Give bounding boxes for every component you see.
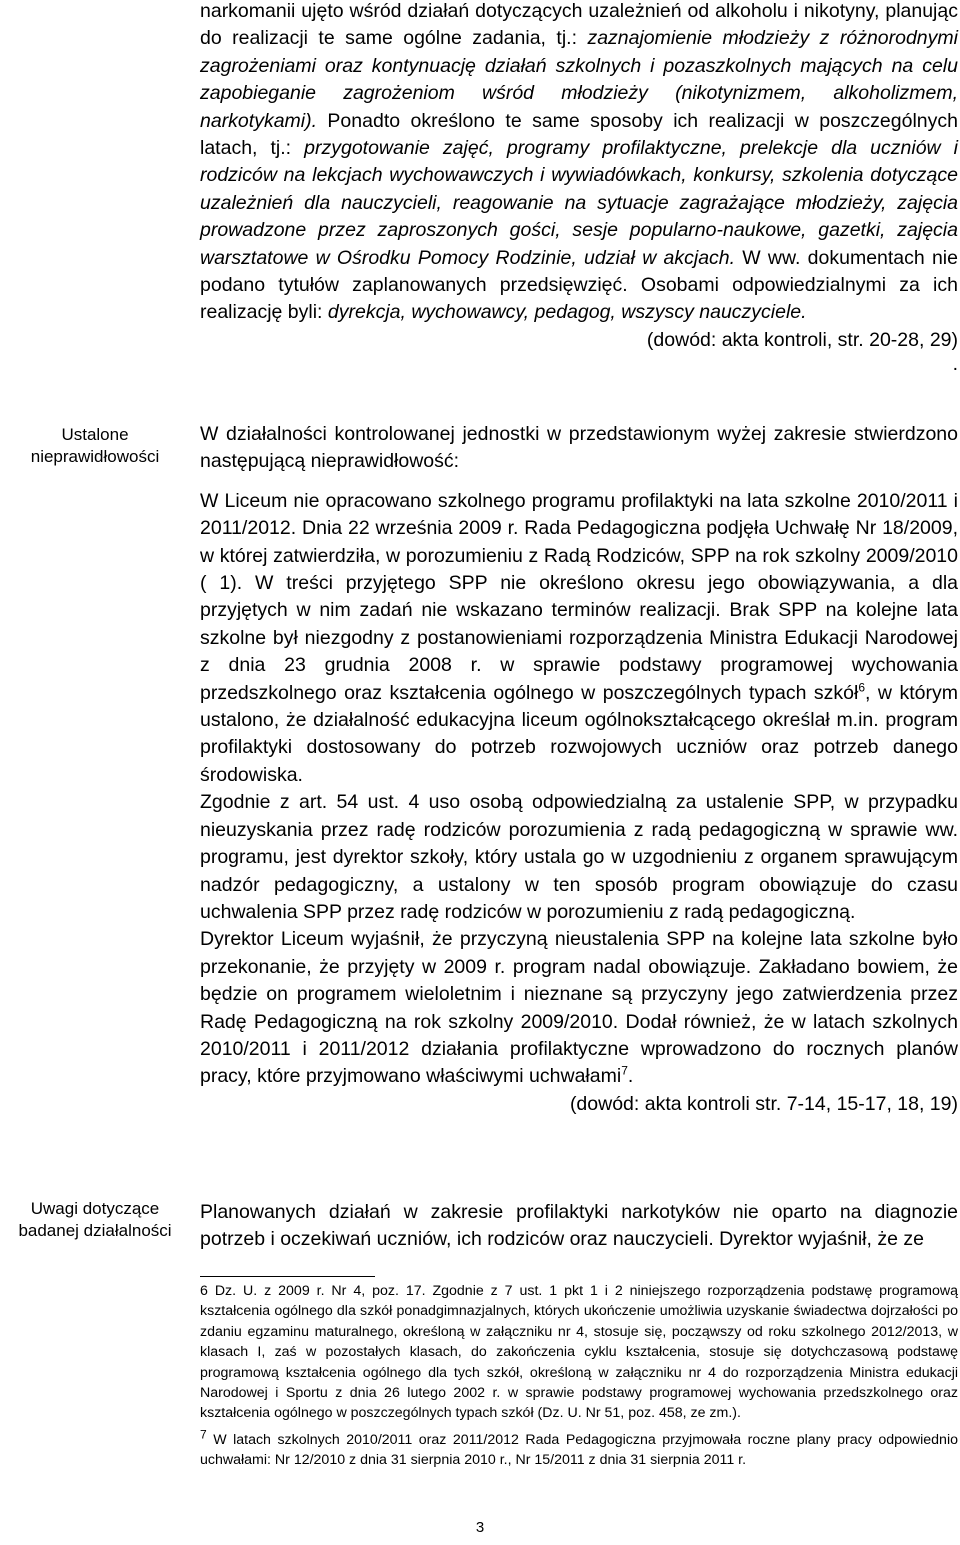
- footnote-separator: [200, 1276, 375, 1277]
- top-line3-italic: dyrekcja, wychowawcy, pedagog, wszyscy nauczyciele.: [327, 301, 807, 324]
- top-line2-italic: przygotowanie zajęć, programy profilaktyczne, prelekcje dla uczniów i rodziców na lekcjach wychowawczych i wywiadówkach, konkursy, szkolenia dotyczące uzależnień dla nauczycieli, reagowanie na sytuacje zagrażające młodzieży, zajęcia prowadzone przez zaproszonych gości, sesje popularno-naukowe, gazetki, zajęcia warsztatowe w Ośrodku Pomocy Rodzinie, udział w akcjach.: [200, 137, 958, 269]
- top-continuation-text: [200, 0, 958, 374]
- irregularities-body: [200, 421, 958, 1118]
- irregularities-para3: Dyrektor Liceum wyjaśnił, że przyczyną nieustalenia SPP na kolejne lata szkolne było przekonanie, że przyjęty w 2009 r. program nadal obowiązuje. Zakładano bowiem, że będzie on programem wieloletnim i nieznane są przyczyny jego zatwierdzenia przez Radę Pedagogiczną na rok szkolny 2009/2010. Dodał również, że w latach szkolnych 2010/2011 i 2011/2012 działania profilaktyczne wprowadzono do rocznych planów pracy, które przyjmowano właściwymi uchwałami$^7$.: [200, 928, 958, 1088]
- footnote-ref-7: 7: [621, 1063, 628, 1078]
- top-line1-italic: zaznajomienie młodzieży z różnorodnymi zagrożeniami oraz kontynuację działań szkolnych i pozaszkolnych mających na celu zapobieganie zagrożeniom wśród młodzieży (nikotynizmem, alkoholizmem, narkotykami).: [200, 27, 958, 132]
- page-number: 3: [475, 1519, 485, 1536]
- irregularities-para1: W Liceum nie opracowano szkolnego programu profilaktyki na lata szkolne 2010/2011 i 2011/2012. Dnia 22 września 2009 r. Rada Pedagogiczna podjęła Uchwałę Nr 18/2009, w której zatwierdziła, w porozumieniu z Radą Rodziców, SPP na rok szkolny 2009/2010 ( 1). W treści przyjętego SPP nie określono okresu jego obowiązywania, a dla przyjętych w nim zadań nie wskazano terminów realizacji. Brak SPP na kolejne lata szkolne był niezgodny z postanowieniami rozporządzenia Ministra Edukacji Narodowej z dnia 23 grudnia 2008 r. w sprawie podstawy programowej wychowania przedszkolnego oraz kształcenia ogólnego w poszczególnych typach szkół$^6$, w którym ustalono, że działalność edukacyjna liceum ogólnokształcącego określał m.in. program profilaktyki dostosowany do potrzeb rozwojowych uczniów oraz potrzeb danego środowiska.: [200, 489, 958, 786]
- footnote-7: $^7$ W latach szkolnych 2010/2011 oraz 2011/2012 Rada Pedagogiczna przyjmowała roczne plany pracy odpowiednio uchwałami: Nr 12/2010 z dnia 31 sierpnia 2010 r., Nr 15/2011 z dnia 31 sierpnia 2011 r.: [200, 1427, 958, 1469]
- irregularities-intro: W działalności kontrolowanej jednostki w przedstawionym wyżej zakresie stwierdzono następującą nieprawidłowość:: [200, 423, 958, 473]
- top-line2: Ponadto określono te same sposoby ich realizacji w poszczególnych latach, tj.:: [200, 109, 958, 160]
- top-line1: narkomanii ujęto wśród działań dotyczących uzależnień od alkoholu i nikotyny, planując do realizacji te same ogólne zadania, tj.:: [200, 0, 958, 50]
- remarks-body: [200, 1199, 958, 1254]
- footnote-7-number: 7: [200, 1427, 207, 1442]
- stray-dot: .: [952, 353, 958, 376]
- top-line3: W ww. dokumentach nie podano tytułów zaplanowanych przedsięwzięć. Osobami odpowiedzialnymi za ich realizację byli:: [200, 246, 958, 324]
- footnote-6: 6 Dz. U. z 2009 r. Nr 4, poz. 17. Zgodnie z 7 ust. 1 pkt 1 i 2 niniejszego rozporządzenia podstawę programową kształcenia ogólnego dla szkół ponadgimnazjalnych, których ukończenie umożliwia uzyskanie świadectwa dojrzałości po zdaniu egzaminu maturalnego, określoną w załączniku nr 4, stosuje się, począwszy od roku szkolnego 2012/2013, w klasach I, zaś w pozostałych klasach, do zakończenia cyklu kształcenia, stosuje się dotychczasową podstawę programową kształcenia ogólnego dla tych szkół, określoną w załączniku nr 4 do rozporządzenia Ministra edukacji Narodowej i Sportu z dnia 26 lutego 2002 r. w sprawie podstawy programowej wychowania przedszkolnego oraz kształcenia ogólnego w poszczególnych typach szkół (Dz. U. Nr 51, poz. 458, ze zm.).: [200, 1283, 958, 1422]
- paragraph-top: [200, 0, 958, 327]
- section-label-remarks: Uwagi dotyczące badanej działalności: [18, 1199, 172, 1240]
- footnote-ref-6: 6: [858, 680, 866, 695]
- footnotes: [200, 1281, 958, 1471]
- section-label-irregularities: Ustalone nieprawidłowości: [30, 425, 160, 466]
- remarks-text: Planowanych działań w zakresie profilaktyki narkotyków nie oparto na diagnozie potrzeb i oczekiwań uczniów, ich rodziców oraz nauczycieli. Dyrektor wyjaśnił, że ze: [200, 1201, 958, 1251]
- irregularities-para2: Zgodnie z art. 54 ust. 4 uso osobą odpowiedzialną za ustalenie SPP, w przypadku nieuzyskania przez radę rodziców porozumienia z radą pedagogiczną w sprawie ww. programu, jest dyrektor szkoły, który ustala go w uzgodnieniu z organem sprawującym nadzór pedagogiczny, a ustalony w ten sposób program obowiązuje do czasu uchwalenia SPP przez radę rodziców w porozumieniu z radą pedagogiczną.: [200, 791, 958, 923]
- footnote-6-number: 6: [200, 1283, 208, 1299]
- evidence-reference-2: (dowód: akta kontroli str. 7-14, 15-17, 18, 19): [569, 1092, 958, 1115]
- evidence-reference-1: (dowód: akta kontroli, str. 20-28, 29): [646, 328, 958, 351]
